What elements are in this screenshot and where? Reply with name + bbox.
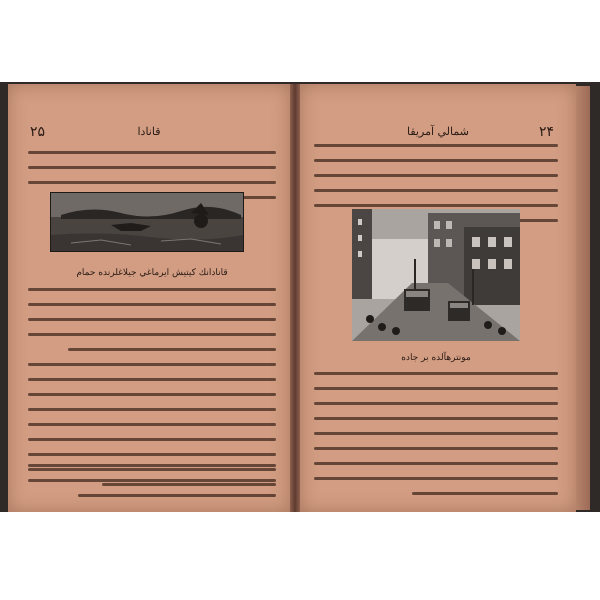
text-line [314,372,558,375]
text-line [314,417,558,420]
text-line [28,288,276,291]
text-line [314,462,558,465]
left-page-header [8,124,290,142]
text-line [28,393,276,396]
right-paragraph-2 [314,372,558,507]
text-line [314,204,558,207]
text-line [28,408,276,411]
right-running-head: شمالي آمريقا [407,125,469,138]
book-gutter [290,84,300,512]
left-figure-caption: قانادانك كيتيش ايرماغي جيلاغلرنده حمام [76,268,228,278]
text-line [28,166,276,169]
city-street-illustration [352,209,520,341]
text-line [28,151,276,154]
text-line [314,447,558,450]
text-line [412,492,558,495]
text-line [28,479,276,482]
right-figure-street-photo [352,209,520,341]
text-line [28,318,276,321]
right-figure-caption: مونترهآلده بر جاده [401,353,471,363]
right-page-number: ۲۴ [538,124,554,140]
text-line [28,453,276,456]
text-line [28,464,276,467]
left-page [8,84,290,512]
text-line [28,423,276,426]
river-scene-illustration [51,193,243,251]
right-page-header [300,124,576,142]
text-line [28,181,276,184]
text-line [28,333,276,336]
text-line [314,402,558,405]
right-page [300,84,576,512]
text-line [314,174,558,177]
left-paragraph-3 [28,464,276,509]
page-stack-edge [576,86,590,510]
text-line [28,363,276,366]
text-line [314,144,558,147]
left-running-head: قانادا [137,125,161,138]
left-figure-river-photo [50,192,244,252]
text-line [78,494,276,497]
left-page-number: ۲۵ [30,124,46,140]
text-line [314,387,558,390]
text-line [28,438,276,441]
text-line [314,159,558,162]
text-line [28,303,276,306]
text-line [28,378,276,381]
text-line [314,477,558,480]
text-line [314,432,558,435]
text-line [314,189,558,192]
text-line [68,348,276,351]
